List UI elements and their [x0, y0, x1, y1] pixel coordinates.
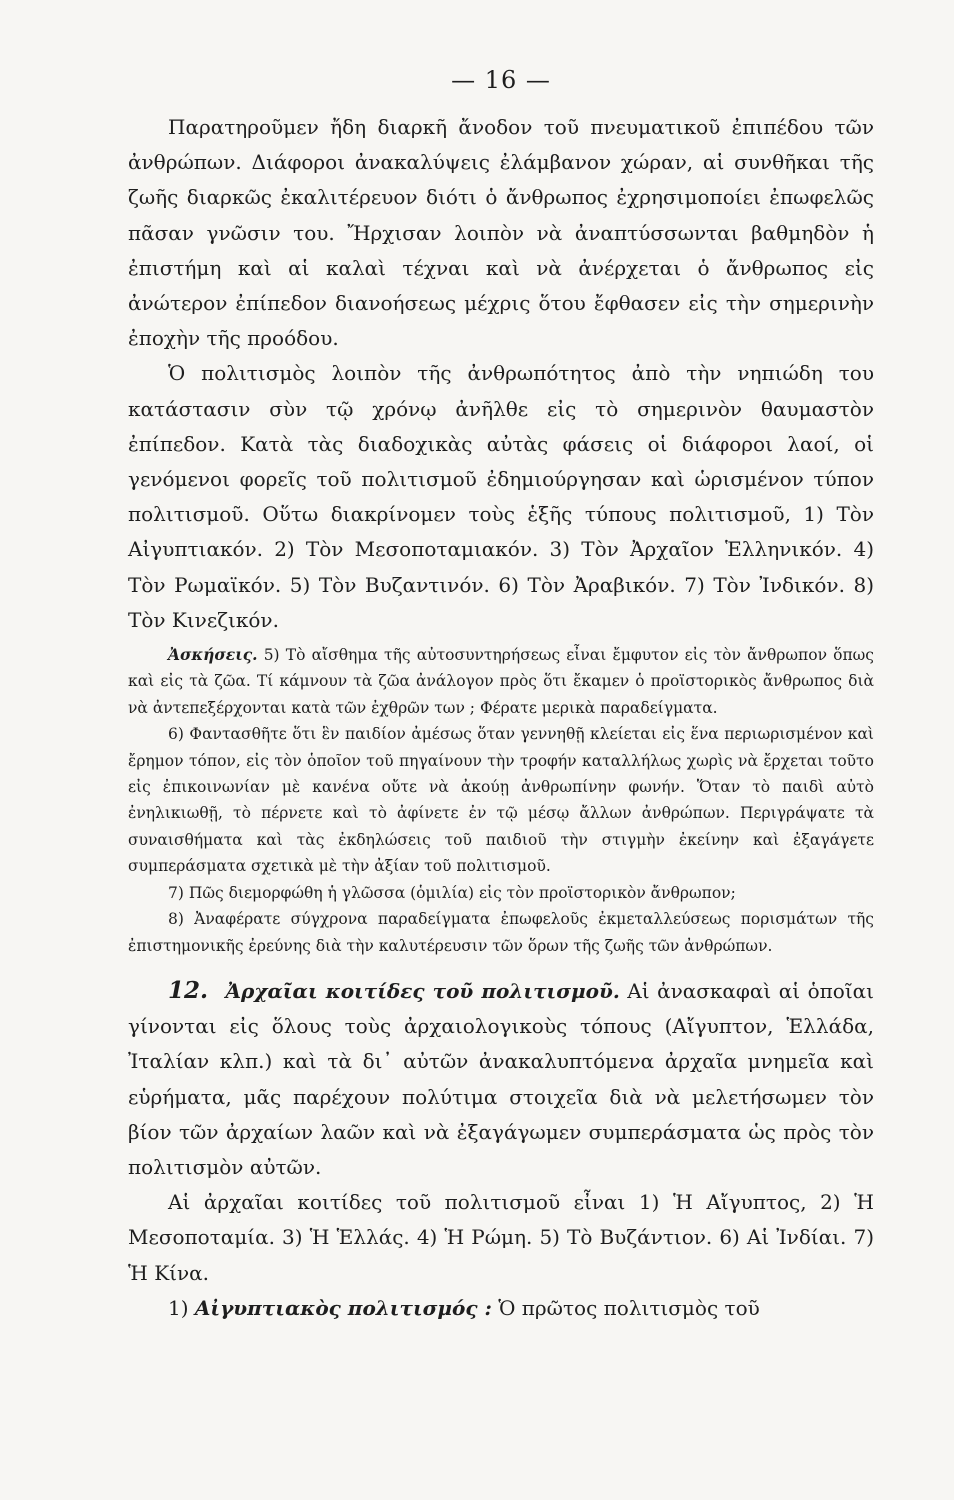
paragraph-civilization-types: Ὁ πολιτισμὸς λοιπὸν τῆς ἀνθρωπότητος ἀπὸ τὴν νηπιώδη του κατάστασιν σὺν τῷ χρόνῳ ἀνῆλθε εἰς τὸ σημερινὸν θαυμαστὸν ἐπίπεδον. Κατὰ τὰς διαδοχικὰς αὐτὰς φάσεις οἱ διάφοροι λαοί, οἱ γενόμενοι φορεῖς τοῦ πολιτισμοῦ ἐδημιούργησαν καὶ ὡρισμένον τύπον πολιτισμοῦ. Οὕτω διακρίνομεν τοὺς ἑξῆς τύπους πολιτισμοῦ, 1) Τὸν Αἰγυπτιακόν. 2) Τὸν Μεσοποταμιακόν. 3) Τὸν Ἀρχαῖον Ἑλληνικόν. 4) Τὸν Ρωμαϊκόν. 5) Τὸν Βυζαντινόν. 6) Τὸν Ἀραβικόν. 7) Τὸν Ἰνδικόν. 8) Τὸν Κινεζικόν. — [128, 361, 874, 632]
section-title: Ἀρχαῖαι κοιτίδες τοῦ πολιτισμοῦ. — [225, 978, 620, 1003]
page-number: — 16 — — [451, 66, 551, 94]
subsection-text: Ὁ πρῶτος πολιτισμὸς τοῦ — [498, 1295, 760, 1320]
subsection-title: Αἰγυπτιακὸς πολιτισμός : — [194, 1295, 492, 1320]
section-number: 12. — [168, 976, 209, 1004]
exercise-8: 8) Ἀναφέρατε σύγχρονα παραδείγματα ἐπωφελοῦς ἐκμεταλλεύσεως πορισμάτων τῆς ἐπιστημονικῆς ἐρεύνης διὰ τὴν καλυτέρευσιν τῶν ὅρων τῆς ζωῆς τῶν ἀνθρώπων. — [128, 910, 874, 955]
section-12-text: Αἱ ἀνασκαφαὶ αἱ ὁποῖαι γίνονται εἰς ὅλους τοὺς ἀρχαιολογικοὺς τόπους (Αἴγυπτον, Ἑλλάδα, Ἰταλίαν κλπ.) καὶ τὰ δι᾽ αὐτῶν ἀνακαλυπτόμενα ἀρχαῖα μνημεῖα καὶ εὑρήματα, μᾶς παρέχουν πολύτιμα στοιχεῖα διὰ νὰ μελετήσωμεν τὸν βίον τῶν ἀρχαίων λαῶν καὶ νὰ ἐξαγάγωμεν συμπεράσματα ὡς πρὸς τὸν πολιτισμὸν αὐτῶν. — [128, 978, 875, 1179]
exercises-label: Ἀσκήσεις. — [168, 645, 258, 665]
section-12 — [128, 973, 874, 1185]
exercise-6: 6) Φαντασθῆτε ὅτι ἓν παιδίον ἀμέσως ὅταν γεννηθῇ κλείεται εἰς ἕνα περιωρισμένον καὶ ἔρημον τόπον, εἰς τὸν ὁποῖον τοῦ πηγαίνουν τὴν τροφήν καταλλήλως χωρὶς νὰ ἔρχεται τοῦτο εἰς ἐπικοινωνίαν μὲ κανένα οὔτε νὰ ἀκούῃ ἀνθρωπίνην φωνήν. Ὅταν τὸ παιδὶ αὐτὸ ἐνηλικιωθῇ, τὸ πέρνετε καὶ τὸ ἀφίνετε ἐν τῷ μέσῳ ἄλλων ἀνθρώπων. Περιγράψατε τὰ συναισθήματα καὶ τὰς ἐκδηλώσεις τοῦ παιδιοῦ τὴν στιγμὴν ἐκείνην καὶ ἐξαγάγετε συμπεράσματα σχετικὰ μὲ τὴν ἀξίαν τοῦ πολιτισμοῦ. — [128, 725, 874, 876]
paragraph-cradles-list: Αἱ ἀρχαῖαι κοιτίδες τοῦ πολιτισμοῦ εἶναι 1) Ἡ Αἴγυπτος, 2) Ἡ Μεσοποταμία. 3) Ἡ Ἑλλάς. 4) Ἡ Ρώμη. 5) Τὸ Βυζάντιον. 6) Αἱ Ἰνδίαι. 7) Ἡ Κίνα. — [128, 1190, 874, 1285]
exercise-5 — [128, 642, 874, 721]
paragraph-civilization-progress: Παρατηροῦμεν ἤδη διαρκῆ ἄνοδον τοῦ πνευματικοῦ ἐπιπέδου τῶν ἀνθρώπων. Διάφοροι ἀνακαλύψεις ἐλάμβανον χώραν, αἱ συνθῆκαι τῆς ζωῆς διαρκῶς ἐκαλιτέρευον διότι ὁ ἄνθρωπος ἐχρησιμοποίει ἐπωφελῶς πᾶσαν γνῶσιν του. Ἤρχισαν λοιπὸν νὰ ἀναπτύσσωνται βαθμηδὸν ἡ ἐπιστήμη καὶ αἱ καλαὶ τέχναι καὶ νὰ ἀνέρχεται ὁ ἄνθρωπος εἰς ἀνώτερον ἐπίπεδον διανοήσεως μέχρις ὅτου ἔφθασεν εἰς τὴν σημερινὴν ἐποχὴν τῆς προόδου. — [128, 115, 874, 351]
exercise-7: 7) Πῶς διεμορφώθη ἡ γλῶσσα (ὁμιλία) εἰς τὸν προϊστορικὸν ἄνθρωπον; — [168, 883, 736, 902]
paragraph-egyptian — [128, 1291, 874, 1326]
subsection-number: 1) — [168, 1295, 189, 1320]
exercise-5-text: 5) Τὸ αἴσθημα τῆς αὐτοσυντηρήσεως εἶναι ἔμφυτον εἰς τὸν ἄνθρωπον ὅπως καὶ εἰς τὰ ζῶα. Τί κάμνουν τὰ ζῶα ἀνάλογον πρὸς ὅτι ἔκαμεν ὁ προϊστορικὸς ἄνθρωπος διὰ νὰ ἀντεπεξέρχονται κατὰ τῶν ἐχθρῶν των ; Φέρατε μερικὰ παραδείγματα. — [128, 646, 874, 717]
